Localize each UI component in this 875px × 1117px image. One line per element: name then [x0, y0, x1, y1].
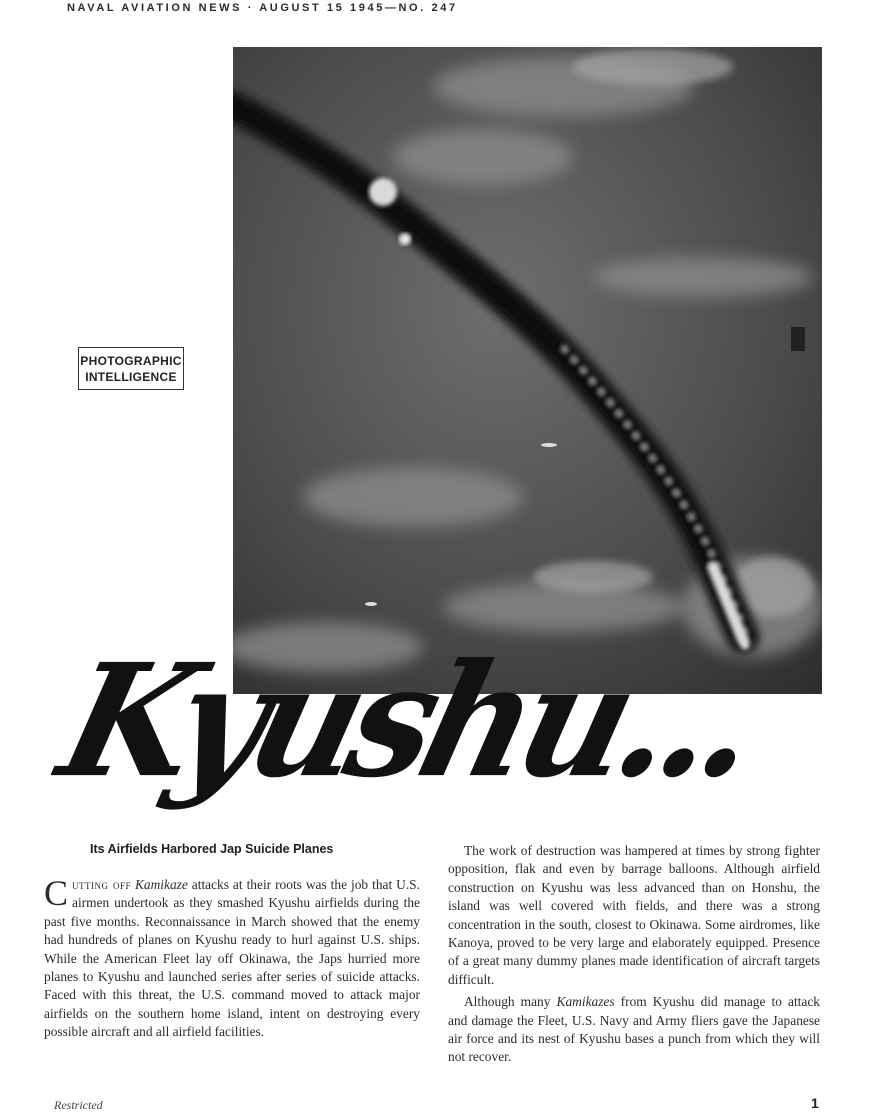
- lead-italic: Kamikaze: [134, 877, 188, 892]
- lead-in: utting off: [72, 877, 131, 892]
- masthead: NAVAL AVIATION NEWS · AUGUST 15 1945—NO. 247: [67, 2, 458, 14]
- page-title: Kyushu...: [44, 629, 770, 812]
- subtitle: Its Airfields Harbored Jap Suicide Planes: [90, 842, 334, 856]
- article-paragraph: The work of destruction was hampered at times by strong fighter opposition, flak and even by barrage balloons. Although airfield construction on Kyushu was less advanced than on Honshu, the island was well covered with fields, and there was a strong concentration in the south, closest to Okinawa. Some airdromes, like Kanoya, proved to be very large and elaborately equipped. Presence of a great many dummy planes made identification of aircraft targets difficult.: [448, 843, 820, 987]
- section-label-box: [78, 347, 184, 390]
- photo-image: [233, 47, 822, 694]
- section-label-line2: INTELLIGENCE: [85, 369, 177, 384]
- paragraph-body: attacks at their roots was the job that U.S. airmen undertook as they smashed Kyushu airfields during the past five months. Reconnaissance in March showed that the enemy had hundreds of planes on Kyushu ready to hurl against U.S. ships. While the American Fleet lay off Okinawa, the Japs hurried more planes to Kyushu and launched series after series of suicide attacks. Faced with this threat, the U.S. command moved to attack major airfields on the southern home island, intent on destroying every possible aircraft and all airfield facilities.: [44, 877, 420, 1040]
- page-number: 1: [811, 1095, 819, 1111]
- paragraph-italic: Kamikazes: [556, 994, 615, 1010]
- article-paragraph: [44, 873, 420, 1042]
- paragraph-text: from Kyushu did manage to attack and damage the Fleet, U.S. Navy and Army fliers gave the Japanese air force and its nest of Kyushu bases a punch from which they will not recover.: [448, 994, 820, 1065]
- article-column-right: [448, 842, 820, 1067]
- article-paragraph: [448, 993, 820, 1067]
- footer-restricted: Restricted: [54, 1098, 103, 1112]
- drop-cap: C: [44, 873, 69, 913]
- paragraph-text: Although many: [464, 994, 557, 1010]
- article-column-left: [44, 873, 420, 1042]
- section-label-line1: PHOTOGRAPHIC: [80, 353, 182, 368]
- photo-burning-plane: [233, 47, 822, 694]
